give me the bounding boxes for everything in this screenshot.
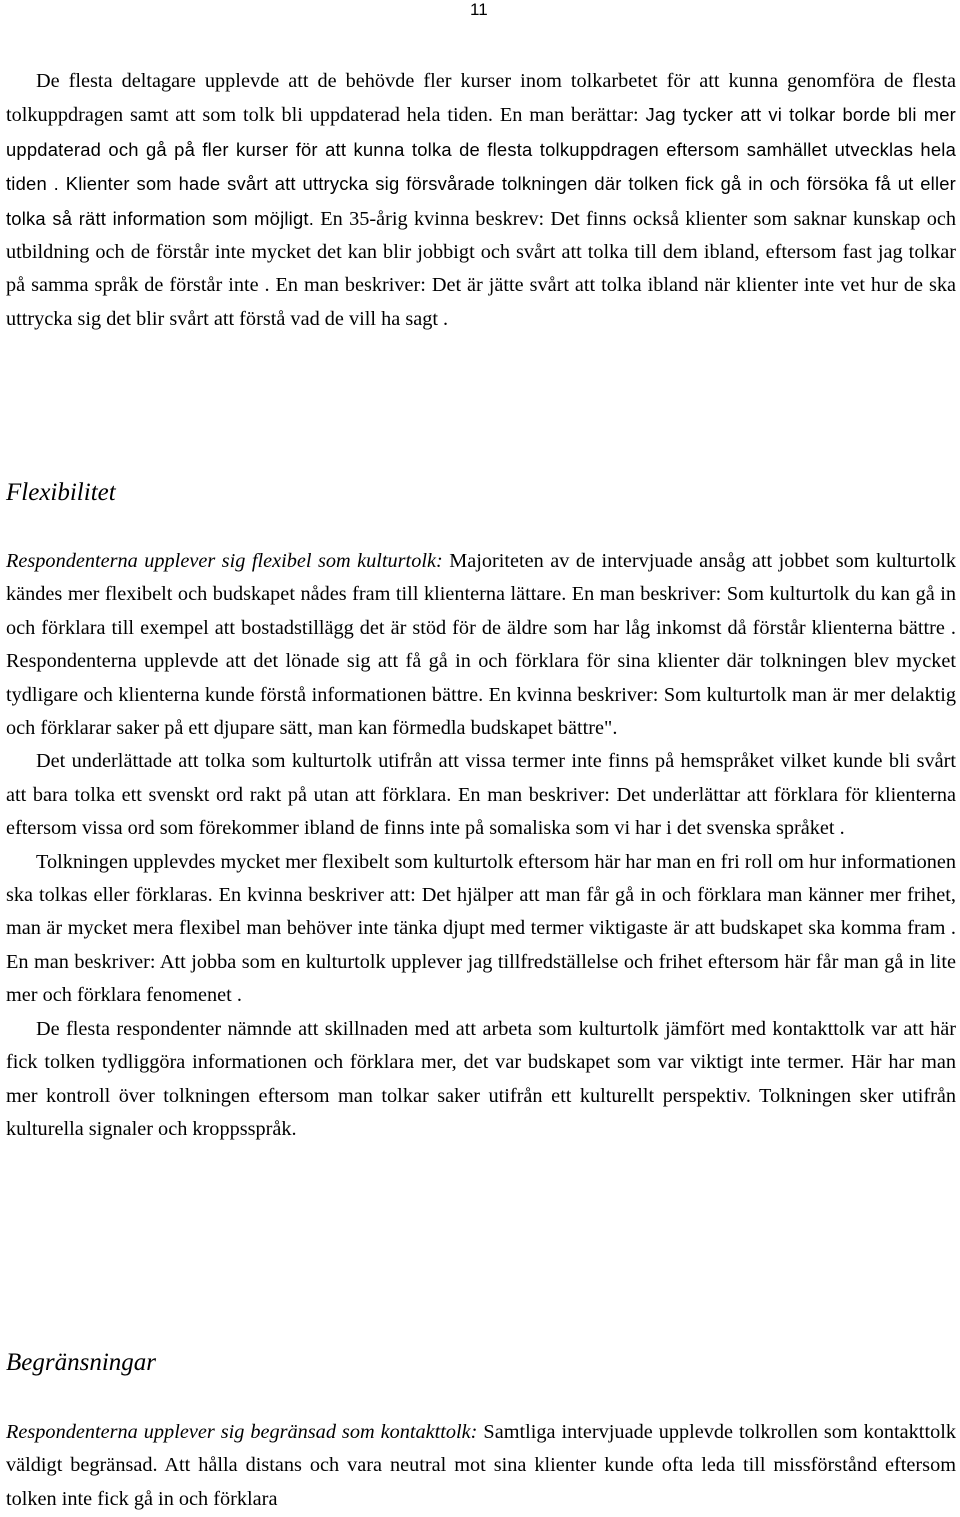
paragraph-5-text: De flesta respondenter nämnde att skillnaden med att arbeta som kulturtolk jämfört med kontakttolk var att här fick tolken tydliggöra informationen och förklara mer, det var budskapet som var viktigt inte termer. Här har man mer kontroll över tolkningen eftersom man tolkar saker utifrån ett kulturellt perspektiv. Tolkningen sker utifrån kulturella signaler och kroppsspråk. — [6, 1017, 956, 1140]
paragraph-1 — [6, 65, 956, 336]
page-number: 11 — [470, 0, 488, 19]
paragraph-2 — [6, 545, 956, 745]
paragraph-6-lead: Respondenterna upplever sig begränsad som kontakttolk: — [6, 1421, 478, 1443]
paragraph-1-text-a: De flesta deltagare upplevde att de behövde fler kurser inom tolkarbetet för att kunna genomföra de flesta tolkuppdragen samt att som tolk bli uppdaterad hela tiden. En man berättar: — [6, 70, 956, 127]
paragraph-1-text-b: Jag tycker att vi tolkar borde bli mer uppdaterad och gå på fler kurser för att kunna tolka de flesta tolkuppdragen eftersom samhället utvecklas hela tiden . Klienter som hade svårt att uttrycka sig försvårade tolkningen där tolken fick gå in och försöka få ut eller tolka så rätt information som möjligt. — [6, 104, 956, 229]
paragraph-6 — [6, 1416, 956, 1516]
section-2 — [6, 545, 956, 1146]
paragraph-4 — [6, 846, 956, 1013]
section-3 — [6, 1416, 956, 1516]
paragraph-2-lead: Respondenterna upplever sig flexibel som kulturtolk: — [6, 550, 443, 572]
paragraph-2-text: Majoriteten av de intervjuade ansåg att jobbet som kulturtolk kändes mer flexibelt och budskapet nådes fram till klienterna lättare. En man beskriver: Som kulturtolk du kan gå in och förklara till exempel att bostadstillägg det är stöd för de äldre som har låg inkomst då förstår klienterna bättre . Respondenterna upplevde att det lönade sig att få gå in och förklara för sina klienter där tolkningen blev mycket tydligare och klienterna kunde förstå informationen bättre. En kvinna beskriver: Som kulturtolk man är mer delaktig och förklarar saker på ett djupare sätt, man kan förmedla budskapet bättre". — [6, 550, 956, 740]
section-1 — [6, 65, 956, 336]
paragraph-1-text-c: En 35-årig kvinna beskrev: Det finns också klienter som saknar kunskap och utbildning och de förstår inte mycket det kan blir jobbigt och svårt att tolka till dem ibland, eftersom fast jag tolkar på samma språk de förstår inte . En man beskriver: Det är jätte svårt att tolka ibland när klienter inte vet hur de ska uttrycka sig det blir svårt att förstå vad de vill ha sagt . — [6, 207, 956, 330]
heading-flexibilitet: Flexibilitet — [6, 479, 116, 506]
paragraph-3-text: Det underlättade att tolka som kulturtolk utifrån att vissa termer inte finns på hemspråket vilket kunde bli svårt att bara tolka ett svenskt ord rakt på utan att förklara. En man beskriver: Det underlättar att förklara för klienterna eftersom vissa ord som förekommer ibland de finns inte på somaliska som vi har i det svenska språket . — [6, 750, 956, 840]
paragraph-3 — [6, 745, 956, 845]
paragraph-5 — [6, 1013, 956, 1147]
heading-begransningar: Begränsningar — [6, 1349, 156, 1376]
paragraph-6-text: Samtliga intervjuade upplevde tolkrollen som kontakttolk väldigt begränsad. Att hålla distans och vara neutral mot sina klienter kunde ofta leda till missförstånd eftersom tolken inte fick gå in och förklara — [6, 1421, 956, 1510]
paragraph-4-text: Tolkningen upplevdes mycket mer flexibelt som kulturtolk eftersom här har man en fri roll om hur informationen ska tolkas eller förklaras. En kvinna beskriver att: Det hjälper att man får gå in och förklara man känner mer frihet, man är mycket mera flexibel man behöver inte tänka djupt med termer viktigaste är att budskapet ska komma fram . En man beskriver: Att jobba som en kulturtolk upplever jag tillfredställelse och frihet eftersom här får man gå in lite mer och förklara fenomenet . — [6, 850, 957, 1007]
